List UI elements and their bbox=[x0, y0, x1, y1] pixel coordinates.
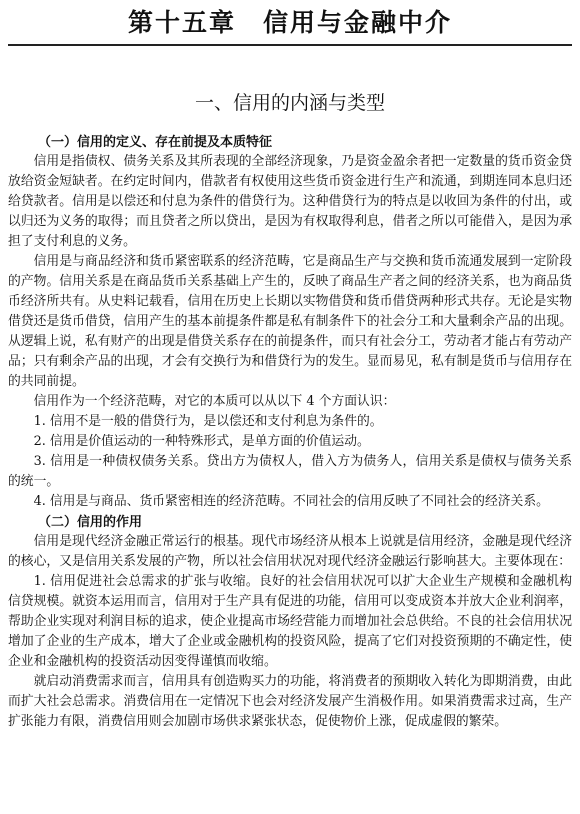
paragraph: 就启动消费需求而言，信用具有创造购买力的功能，将消费者的预期收入转化为即期消费，由此而扩大社会总需求。消费信用在一定情况下也会对经济发展产生消极作用。如果消费需求过高，生产扩张能力有限，消费信用则会加剧市场供求紧张状态，促使物价上涨，促成虚假的繁荣。 bbox=[8, 674, 572, 729]
paragraph: 信用是指债权、债务关系及其所表现的全部经济现象，乃是资金盈余者把一定数量的货币资金贷放给资金短缺者。在约定时间内，借款者有权使用这些货币资金进行生产和流通，到期连同本息归还给贷款者。信用是以偿还和付息为条件的借贷行为。这种借贷行为的特点是以收回为条件的付出，或以归还为义务的取得；而且贷者之所以贷出，是因为有权取得利息，借者之所以可能借入，是因为承担了支付利息的义务。 bbox=[8, 154, 572, 249]
paragraph: 信用是与商品经济和货币紧密联系的经济范畴，它是商品生产与交换和货币流通发展到一定阶段的产物。信用关系是在商品货币关系基础上产生的，反映了商品生产者之间的经济关系，也为商品货币经济所共有。从史料记载看，信用在历史上长期以实物借贷和货币借贷两种形式共存。无论是实物借贷还是货币借贷，信用产生的基本前提条件都是私有制条件下的社会分工和大量剩余产品的出现。从逻辑上说，私有财产的出现是借贷关系存在的前提条件，而只有社会分工，劳动者才能占有劳动产品；只有剩余产品的出现，才会有交换行为和借贷行为的发生。显而易见，私有制是货币与信用存在的共同前提。 bbox=[8, 254, 572, 389]
section-title: 一、信用的内涵与类型 bbox=[194, 92, 385, 114]
list-item: 4. 信用是与商品、货币紧密相连的经济范畴。不同社会的信用反映了不同社会的经济关系。 bbox=[33, 494, 549, 509]
list-item: 2. 信用是价值运动的一种特殊形式，是单方面的价值运动。 bbox=[33, 434, 370, 449]
paragraph: 1. 信用促进社会总需求的扩张与收缩。良好的社会信用状况可以扩大企业生产规模和金融机构信贷规模。就资本运用而言，信用对于生产具有促进的功能，信用可以变成资本并放大企业利润率，帮助企业实现对利润目标的追求，使企业提高市场经营能力而增加社会总供给。不良的社会信用状况增加了企业的生产成本，增大了企业或金融机构的投资风险，提高了它们对投资预期的不确定性，使企业和金融机构的投资活动因变得谨慎而收缩。 bbox=[8, 574, 572, 669]
list-item: 1. 信用不是一般的借贷行为，是以偿还和支付利息为条件的。 bbox=[33, 414, 383, 429]
subsection-heading-definition: （一）信用的定义、存在前提及本质特征 bbox=[38, 135, 273, 150]
subsection-heading-function: （二）信用的作用 bbox=[38, 515, 143, 530]
title-rule bbox=[8, 44, 572, 46]
list-item: 3. 信用是一种债权债务关系。贷出方为债权人，借入方为债务人，信用关系是债权与债务关系的统一。 bbox=[8, 454, 572, 489]
paragraph: 信用作为一个经济范畴，对它的本质可以从以下 4 个方面认识： bbox=[33, 394, 396, 409]
paragraph: 信用是现代经济金融正常运行的根基。现代市场经济从根本上说就是信用经济，金融是现代经济的核心，又是信用关系发展的产物，所以社会信用状况对现代经济金融运行影响甚大。主要体现在： bbox=[8, 534, 572, 569]
chapter-title: 第十五章 信用与金融中介 bbox=[127, 8, 452, 37]
